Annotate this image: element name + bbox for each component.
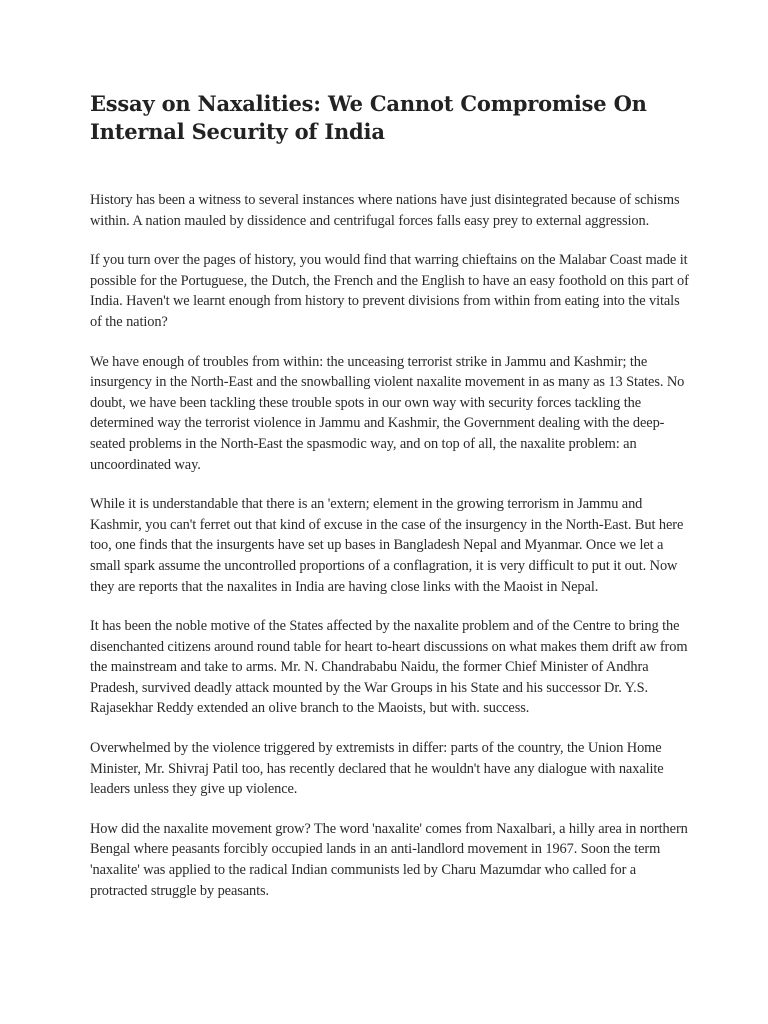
- paragraph-6: Overwhelmed by the violence triggered by extremists in differ: parts of the country, the Union Home Minister, Mr. Shivraj Patil too, has recently declared that he wouldn't have any dialogue with naxalite leaders unless they give up violence.: [90, 740, 664, 798]
- paragraph-4: While it is understandable that there is an 'extern; element in the growing terrorism in Jammu and Kashmir, you can't ferret out that kind of excuse in the case of the insurgency in the North-East. But here too, one finds that the insurgents have set up bases in Bangladesh Nepal and Myanmar. Once we let a small spark assume the uncontrolled proportions of a conflagration, it is very difficult to put it out. Now they are reports that the naxalites in India are having close links with the Maoist in Nepal.: [90, 496, 684, 595]
- article-body: [90, 190, 690, 901]
- paragraph-7: How did the naxalite movement grow? The word 'naxalite' comes from Naxalbari, a hilly area in northern Bengal where peasants forcibly occupied lands in an anti-landlord movement in 1967. Soon the term 'naxalite' was applied to the radical Indian communists led by Charu Mazumdar who called for a protracted struggle by peasants.: [90, 820, 688, 899]
- paragraph-1: History has been a witness to several instances where nations have just disintegrated because of schisms within. A nation mauled by dissidence and centrifugal forces falls easy prey to external aggression.: [90, 192, 680, 229]
- document-page: [90, 90, 690, 920]
- paragraph-5: It has been the noble motive of the States affected by the naxalite problem and of the Centre to bring the disenchanted citizens around round table for heart to-heart discussions on what makes them drift aw from the mainstream and take to arms. Mr. N. Chandrababu Naidu, the former Chief Minister of Andhra Pradesh, survived deadly attack mounted by the War Groups in his State and his successor Dr. Y.S. Rajasekhar Reddy extended an olive branch to the Maoists, but with. success.: [90, 618, 688, 717]
- article-title: Essay on Naxalities: We Cannot Compromise On Internal Security of India: [90, 91, 647, 144]
- paragraph-3: We have enough of troubles from within: the unceasing terrorist strike in Jammu and Kashmir; the insurgency in the North-East and the snowballing violent naxalite movement in as many as 13 States. No doubt, we have been tackling these trouble spots in our own way with security forces tackling the determined way the terrorist violence in Jammu and Kashmir, the Government dealing with the deep-seated problems in the North-East the spasmodic way, and on top of all, the naxalite problem: an uncoordinated way.: [90, 353, 685, 473]
- paragraph-2: If you turn over the pages of history, you would find that warring chieftains on the Malabar Coast made it possible for the Portuguese, the Dutch, the French and the English to have an easy foothold on this part of India. Haven't we learnt enough from history to prevent divisions from within from eating into the vitals of the nation?: [90, 252, 689, 330]
